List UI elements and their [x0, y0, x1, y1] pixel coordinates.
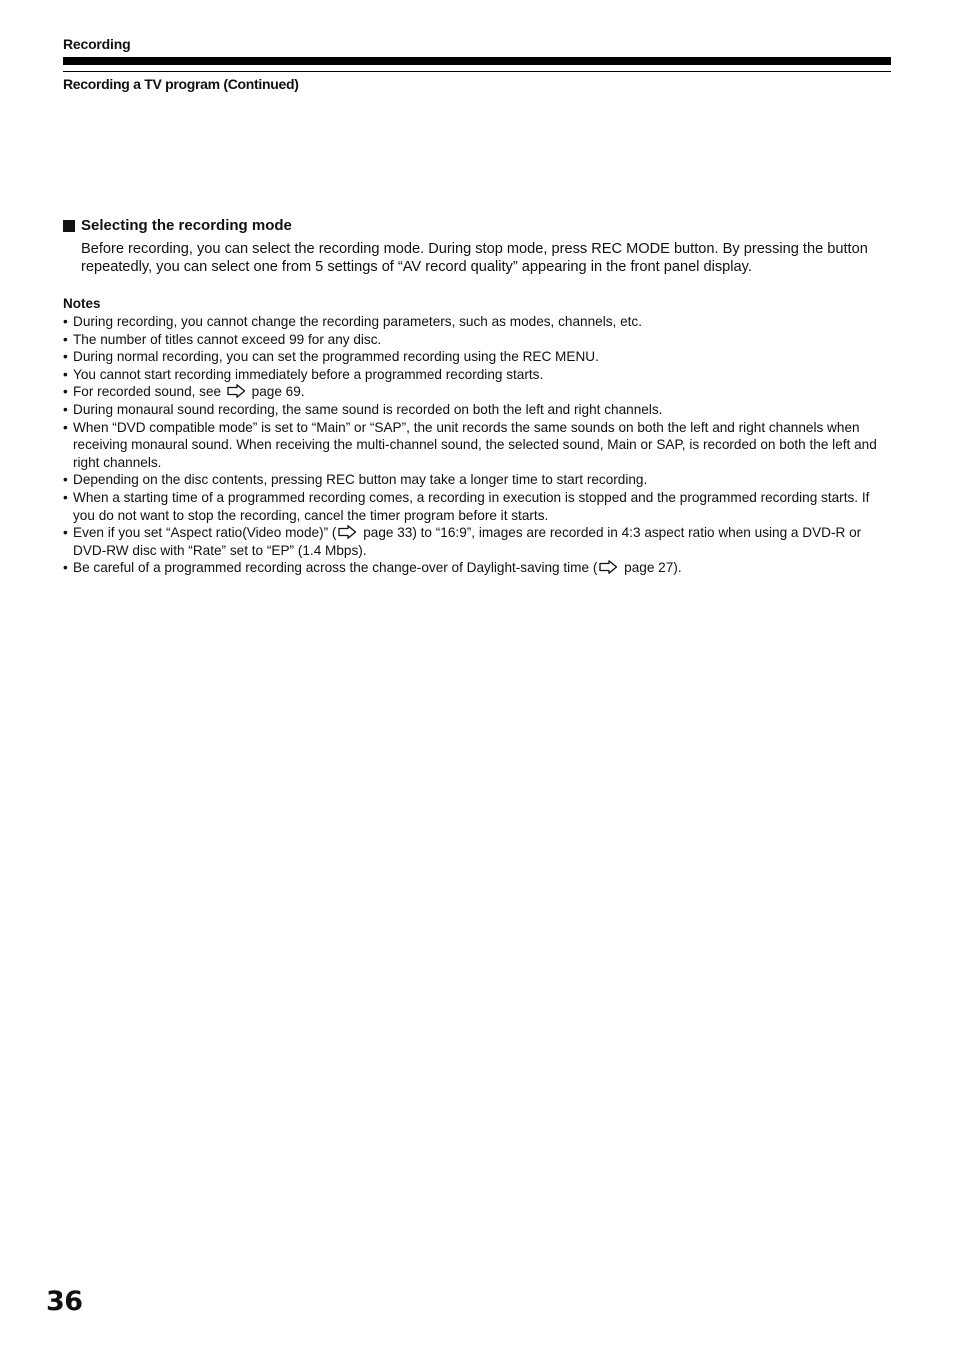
note-item: [63, 401, 883, 419]
note-text: During normal recording, you can set the programmed recording using the REC MENU.: [73, 349, 599, 365]
note-item: [63, 559, 883, 577]
note-item: [63, 366, 883, 384]
note-item: [63, 524, 883, 559]
bullet: •: [63, 314, 68, 329]
note-text: Depending on the disc contents, pressing REC button may take a longer time to start recording.: [73, 472, 648, 488]
note-item: [63, 471, 883, 489]
note-text: The number of titles cannot exceed 99 for any disc.: [73, 331, 382, 347]
note-text: You cannot start recording immediately before a programmed recording starts.: [73, 366, 544, 382]
notes-list: [63, 313, 883, 577]
header-thin-rule: [63, 71, 891, 72]
bullet: •: [63, 560, 68, 576]
note-item: [63, 383, 883, 401]
square-bullet-icon: [63, 220, 75, 232]
section-title: Recording a TV program (Continued): [63, 76, 299, 92]
note-text: page 69.: [247, 384, 305, 400]
note-item: [63, 313, 883, 331]
note-text: When “DVD compatible mode” is set to “Main” or “SAP”, the unit records the same sounds on both the left and right channels when receiving monaural sound. When receiving the multi-channel sound, the selected sound, Main or SAP, is recorded on both the left and right channels.: [73, 419, 877, 470]
bullet: •: [63, 366, 68, 382]
subsection-heading-text: Selecting the recording mode: [81, 217, 292, 234]
bullet: •: [63, 331, 68, 347]
note-text: page 33) to “16:9”, images are recorded in 4:3 aspect ratio when using a DVD-R or DVD-RW disc with “Rate” set to “EP” (1.4 Mbps).: [73, 525, 862, 558]
note-item: [63, 419, 883, 472]
note-item: [63, 331, 883, 349]
bullet: •: [63, 489, 68, 505]
subsection-body: Before recording, you can select the recording mode. During stop mode, press REC MODE button. By pressing the button repeatedly, you can select one from 5 settings of “AV record quality” appearing in the front panel display.: [81, 241, 868, 275]
notes-title: Notes: [63, 296, 101, 311]
bullet: •: [63, 525, 68, 541]
note-text: page 27).: [620, 560, 682, 576]
note-item: [63, 348, 883, 366]
page-number: 36: [46, 1286, 83, 1317]
arrow-right-outline-icon: [338, 525, 357, 539]
bullet: •: [63, 401, 68, 417]
arrow-right-outline-icon: [599, 560, 618, 574]
chapter-title: Recording: [63, 36, 131, 52]
note-text: During recording, you cannot change the recording parameters, such as modes, channels, etc.: [73, 314, 642, 329]
note-item: [63, 489, 883, 524]
note-text: For recorded sound, see: [73, 384, 225, 400]
note-text: During monaural sound recording, the same sound is recorded on both the left and right channels.: [73, 401, 663, 417]
header-thick-rule: [63, 57, 891, 65]
subsection-heading: [63, 217, 292, 234]
note-text: Even if you set “Aspect ratio(Video mode)” (: [73, 525, 337, 541]
arrow-right-outline-icon: [227, 384, 246, 398]
note-text: When a starting time of a programmed recording comes, a recording in execution is stopped and the programmed recording starts. If you do not want to stop the recording, cancel the timer program before it starts.: [73, 489, 870, 523]
bullet: •: [63, 419, 68, 435]
bullet: •: [63, 349, 68, 365]
bullet: •: [63, 384, 68, 400]
note-text: Be careful of a programmed recording across the change-over of Daylight-saving time (: [73, 560, 598, 576]
bullet: •: [63, 472, 68, 488]
